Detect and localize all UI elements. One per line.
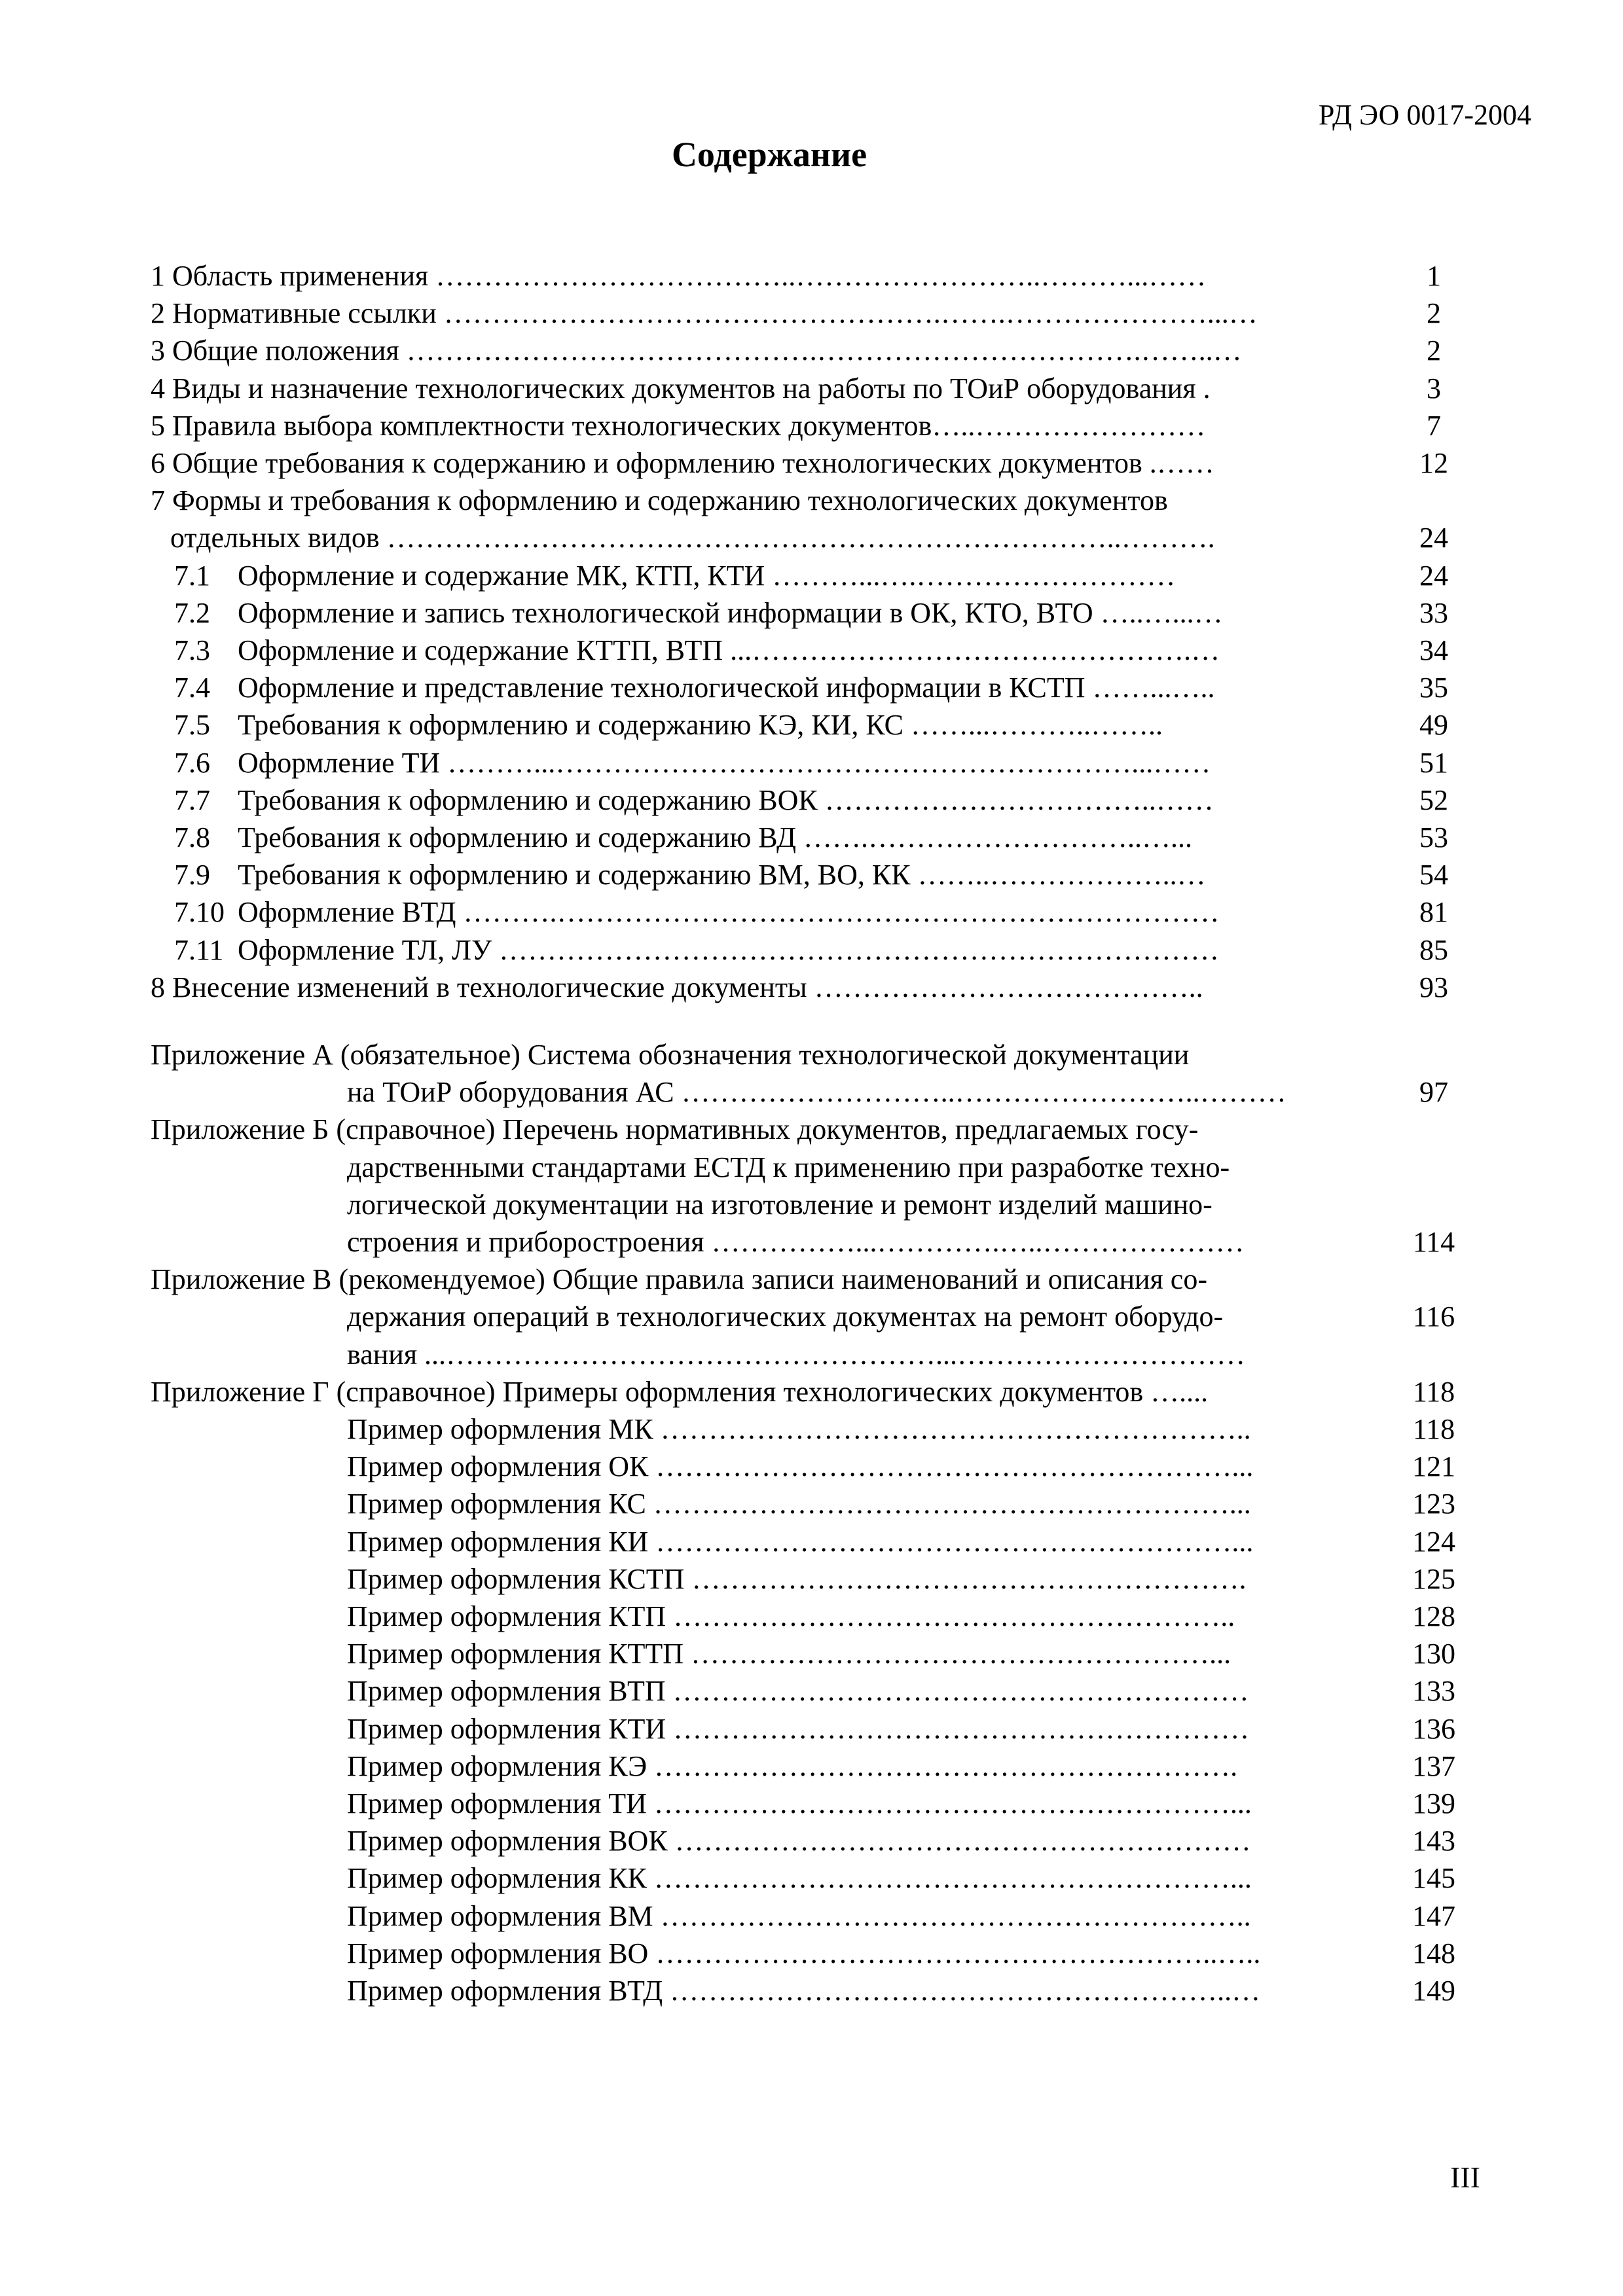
toc-page-number: 35 <box>1419 672 1448 704</box>
toc-entry <box>151 370 1375 407</box>
toc-entry-text: Требования к оформлению и содержанию КЭ, КИ, КС ……...………..…….. <box>238 709 1163 742</box>
toc-page-number: 52 <box>1419 783 1448 816</box>
toc-page-number: 116 <box>1412 1300 1455 1333</box>
toc-entry-text: 1 Область применения ………………………………..……………………..………...…… <box>151 260 1207 292</box>
toc-entry <box>347 1972 1375 2009</box>
toc-section-number: 7.4 <box>174 672 210 704</box>
toc-page-number: 139 <box>1412 1787 1455 1820</box>
toc-entry-text: 5 Правила выбора комплектности технологических документов…..…………………… <box>151 409 1206 442</box>
toc-page-number: 118 <box>1412 1413 1455 1445</box>
toc-page-number: 125 <box>1412 1562 1455 1595</box>
toc-entry <box>151 295 1375 332</box>
toc-entry-text: Пример оформления МК …………………………………………………….. <box>347 1413 1251 1445</box>
toc-page-number: 118 <box>1412 1375 1455 1408</box>
toc-entry <box>347 1822 1375 1859</box>
toc-subentry <box>174 931 1375 969</box>
toc-entry-text: Приложение В (рекомендуемое) Общие правила записи наименований и описания со- <box>151 1263 1207 1296</box>
toc-entry <box>347 1635 1375 1672</box>
toc-entry-text: Пример оформления ВТД …………………………………………………..… <box>347 1975 1261 2007</box>
toc-page-number: 147 <box>1412 1899 1455 1932</box>
toc-entry <box>151 407 1375 444</box>
toc-entry-text: держания операций в технологических документах на ремонт оборудо- <box>347 1300 1224 1333</box>
toc-entry <box>151 1111 1375 1148</box>
toc-entry-text: Пример оформления КК ……………………………………………………... <box>347 1862 1252 1895</box>
toc-entry <box>347 1859 1375 1897</box>
document-code: РД ЭО 0017-2004 <box>1318 99 1531 131</box>
toc-entry-text: 7 Формы и требования к оформлению и содержанию технологических документов <box>151 484 1168 517</box>
toc-entry-text: Приложение Б (справочное) Перечень нормативных документов, предлагаемых госу- <box>151 1113 1199 1146</box>
toc-entry-text: дарственными стандартами ЕСТД к применению при разработке техно- <box>347 1151 1230 1183</box>
toc-entry <box>151 969 1375 1006</box>
toc-entry-text: Пример оформления ОК ……………………………………………………... <box>347 1450 1254 1483</box>
page-number: III <box>1450 2161 1480 2194</box>
toc-section-number: 7.1 <box>174 559 210 592</box>
toc-entry <box>347 1186 1375 1223</box>
toc-entry <box>347 1336 1375 1373</box>
toc-page-number: 2 <box>1427 297 1441 330</box>
toc-page-number: 24 <box>1419 522 1448 554</box>
toc-entry-text: Требования к оформлению и содержанию ВМ, ВО, КК ……..………………..… <box>238 859 1206 891</box>
toc-subentry <box>174 893 1375 931</box>
toc-entry-text: логической документации на изготовление и ремонт изделий машино- <box>347 1188 1213 1221</box>
toc-entry-text: Пример оформления ВТП …………………………………………………… <box>347 1675 1249 1708</box>
toc-entry <box>347 1710 1375 1748</box>
toc-page-number: 49 <box>1419 709 1448 742</box>
toc-entry <box>347 1598 1375 1635</box>
toc-entry-text: Пример оформления КТП ………………………………………………….. <box>347 1600 1235 1632</box>
toc-entry-text: Приложение Г (справочное) Примеры оформления технологических документов ….... <box>151 1375 1209 1408</box>
toc-page-number: 137 <box>1412 1749 1455 1782</box>
toc-entry <box>347 1485 1375 1522</box>
toc-entry-text: вания ...……………………………………………...………………………… <box>347 1338 1246 1371</box>
toc-page-number: 12 <box>1419 447 1448 479</box>
toc-entry-text: Требования к оформлению и содержанию ВД …….………………………..…... <box>238 821 1192 853</box>
toc-entry <box>347 1748 1375 1785</box>
toc-page-number: 85 <box>1419 933 1448 966</box>
toc-page-number: 128 <box>1412 1600 1455 1632</box>
toc-section-number: 7.2 <box>174 596 210 629</box>
toc-subentry <box>174 819 1375 856</box>
toc-entry <box>347 1560 1375 1598</box>
toc-section-number: 7.9 <box>174 859 210 891</box>
toc-page-number: 1 <box>1427 260 1441 292</box>
toc-entry-text: Пример оформления ВМ …………………………………………………….. <box>347 1899 1251 1932</box>
toc-page-number: 97 <box>1419 1076 1448 1109</box>
toc-entry-text: Пример оформления КС ……………………………………………………... <box>347 1488 1251 1520</box>
toc-page-number: 145 <box>1412 1862 1455 1895</box>
toc-page-number: 121 <box>1412 1450 1455 1483</box>
toc-section-number: 7.5 <box>174 709 210 742</box>
toc-entry <box>347 1149 1375 1186</box>
toc-entry-text: Оформление ТЛ, ЛУ ………………………………………………………………… <box>238 933 1220 966</box>
toc-page-number: 34 <box>1419 634 1448 666</box>
toc-entry-text: Пример оформления КСТП …………………………………………………. <box>347 1562 1247 1595</box>
toc-section-number: 7.11 <box>174 933 224 966</box>
toc-entry-text: Оформление и запись технологической информации в ОК, КТО, ВТО …..…...… <box>238 596 1223 629</box>
toc-entry-text: Пример оформления ВО …………………………………………………..….. <box>347 1937 1261 1969</box>
toc-subentry <box>174 856 1375 893</box>
toc-subentry <box>174 594 1375 632</box>
toc-entry <box>347 1935 1375 1972</box>
toc-section-number: 7.3 <box>174 634 210 666</box>
toc-entry-text: 3 Общие положения …………………………………….…………………………….……..… <box>151 334 1242 367</box>
toc-page-number: 51 <box>1419 746 1448 779</box>
toc-entry-text: Оформление и содержание МК, КТП, КТИ ………...….……………………… <box>238 559 1176 592</box>
toc-subentry <box>174 781 1375 819</box>
toc-entry <box>347 1897 1375 1935</box>
toc-entry-text: Пример оформления КТИ …………………………………………………… <box>347 1712 1250 1745</box>
toc-page-number: 149 <box>1412 1975 1455 2007</box>
toc-entry-text: Пример оформления ТИ ……………………………………………………... <box>347 1787 1252 1820</box>
toc-entry <box>151 1373 1375 1410</box>
toc-subentry <box>174 706 1375 744</box>
toc-entry <box>170 519 1375 556</box>
toc-entry-text: строения и приборостроения ……………...………….…..………………… <box>347 1226 1245 1258</box>
toc-entry <box>151 332 1375 369</box>
toc-entry-text: Пример оформления КИ ……………………………………………………... <box>347 1525 1254 1558</box>
toc-entry <box>347 1448 1375 1485</box>
toc-entry-text: 2 Нормативные ссылки …………………………………………….…….…………………...… <box>151 297 1258 330</box>
toc-page-number: 33 <box>1419 596 1448 629</box>
toc-subentry <box>174 669 1375 706</box>
toc-subentry <box>174 557 1375 594</box>
toc-page-number: 93 <box>1419 971 1448 1003</box>
toc-page-number: 136 <box>1412 1712 1455 1745</box>
toc-page-number: 53 <box>1419 821 1448 853</box>
toc-entry <box>151 1036 1375 1073</box>
toc-entry <box>347 1785 1375 1822</box>
toc-entry <box>151 444 1375 482</box>
toc-section-number: 7.7 <box>174 783 210 816</box>
toc-page-number: 124 <box>1412 1525 1455 1558</box>
toc-entry-text: 6 Общие требования к содержанию и оформлению технологических документов .…… <box>151 447 1214 479</box>
toc-entry-text: 4 Виды и назначение технологических документов на работы по ТОиР оборудования . <box>151 372 1211 404</box>
toc-entry-text: Приложение А (обязательное) Система обозначения технологической документации <box>151 1039 1190 1071</box>
toc-entry <box>347 1410 1375 1448</box>
toc-entry <box>347 1298 1375 1335</box>
toc-page-number: 133 <box>1412 1675 1455 1708</box>
toc-entry-text: Оформление и содержание КТТП, ВТП ...……………………………………….… <box>238 634 1220 666</box>
toc-subentry <box>174 632 1375 669</box>
toc-entry-text: Оформление ТИ ………...……………………………………………………...…… <box>238 746 1211 779</box>
toc-entry-text: Оформление ВТД ……….…………………………………………………………… <box>238 896 1220 929</box>
toc-entry-text: Пример оформления ВОК …………………………………………………… <box>347 1825 1251 1857</box>
page-title: Содержание <box>671 135 867 174</box>
toc-entry <box>347 1073 1375 1111</box>
toc-page-number: 143 <box>1412 1825 1455 1857</box>
toc-entry <box>151 1261 1375 1298</box>
toc-section-number: 7.6 <box>174 746 210 779</box>
toc-entry-text: 8 Внесение изменений в технологические документы ………………………………….. <box>151 971 1203 1003</box>
toc-page-number: 148 <box>1412 1937 1455 1969</box>
toc-page-number: 3 <box>1427 372 1441 404</box>
toc-page-number: 130 <box>1412 1638 1455 1670</box>
toc-entry-text: Требования к оформлению и содержанию ВОК ……………………………..…… <box>238 783 1214 816</box>
toc-page-number: 2 <box>1427 334 1441 367</box>
toc-entry <box>347 1672 1375 1710</box>
toc-entry-text: на ТОиР оборудования АС ………………………..……………………..……… <box>347 1076 1286 1109</box>
toc-section-number: 7.8 <box>174 821 210 853</box>
toc-entry <box>151 482 1375 519</box>
toc-section-number: 7.10 <box>174 896 225 929</box>
toc-page-number: 123 <box>1412 1488 1455 1520</box>
toc-entry-text: отдельных видов …………………………………………………………………..………. <box>170 522 1215 554</box>
toc-entry-text: Пример оформления КТТП ………………………………………………... <box>347 1638 1231 1670</box>
toc-entry <box>347 1523 1375 1560</box>
toc-page-number: 24 <box>1419 559 1448 592</box>
toc-page-number: 54 <box>1419 859 1448 891</box>
toc-page-number: 7 <box>1427 409 1441 442</box>
toc-subentry <box>174 744 1375 781</box>
toc-entry <box>151 257 1375 295</box>
toc-entry <box>347 1223 1375 1261</box>
toc-entry-text: Оформление и представление технологической информации в КСТП ……...….. <box>238 672 1215 704</box>
toc-page-number: 81 <box>1419 896 1448 929</box>
toc-page-number: 114 <box>1412 1226 1455 1258</box>
toc-entry-text: Пример оформления КЭ ……………………………………………………. <box>347 1749 1238 1782</box>
